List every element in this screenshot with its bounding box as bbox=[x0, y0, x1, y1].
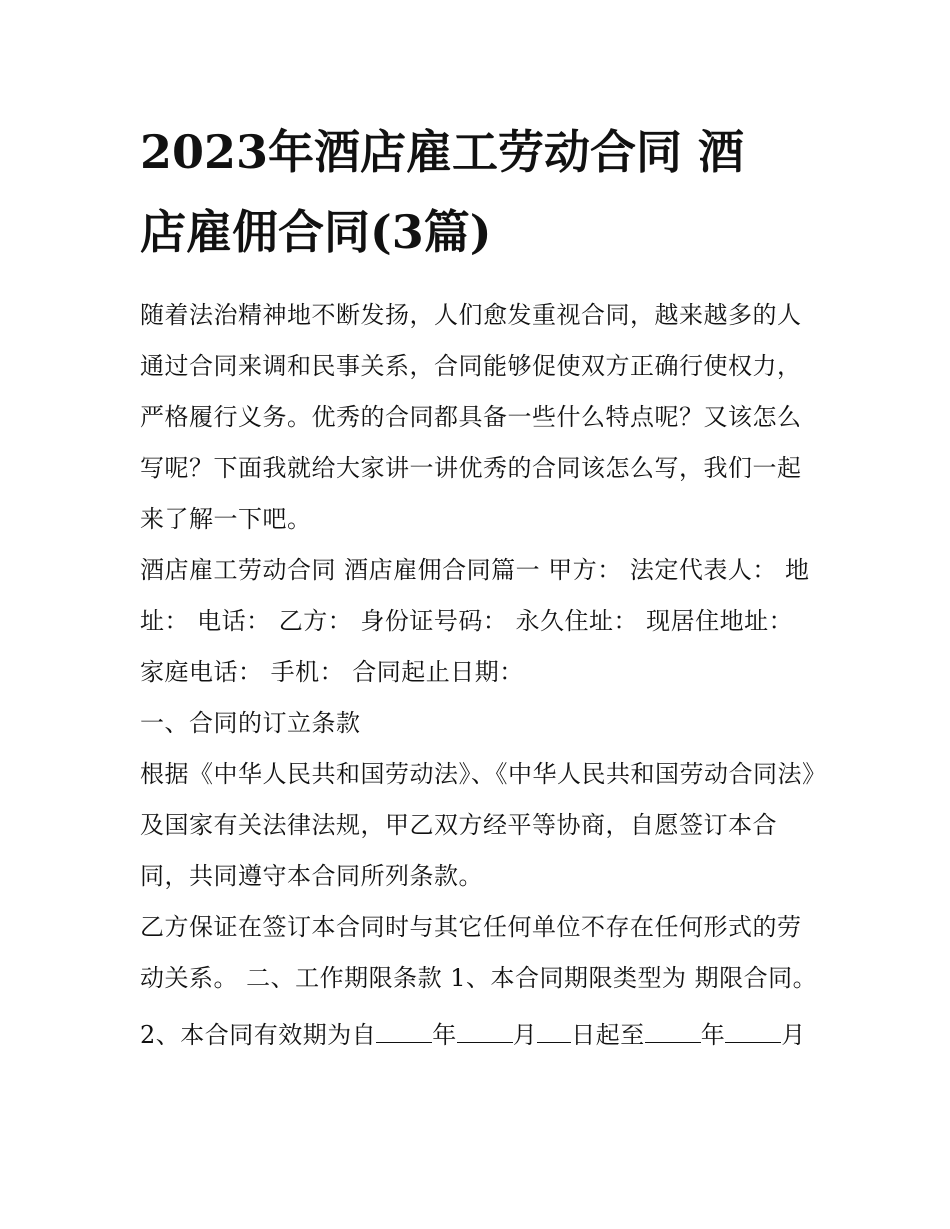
term-year-2: 年 bbox=[700, 1021, 726, 1049]
term-month-2: 月 bbox=[781, 1021, 806, 1049]
document-body bbox=[140, 290, 820, 1061]
section1-heading: 一、合同的订立条款 bbox=[140, 709, 361, 737]
intro-paragraph: 随着法治精神地不断发扬，人们愈发重视合同，越来越多的人通过合同来调和民事关系，合同能够促使双方正确行使权力，严格履行义务。优秀的合同都具备一些什么特点呢？又该怎么写呢？下面我就给大家讲一讲优秀的合同该怎么写，我们一起来了解一下吧。 bbox=[140, 301, 802, 533]
section1-paragraph: 根据《中华人民共和国劳动法》、《中华人民共和国劳动合同法》及国家有关法律法规，甲乙双方经平等协商，自愿签订本合同，共同遵守本合同所列条款。 bbox=[140, 760, 815, 890]
year-blank-start bbox=[376, 1020, 432, 1043]
title-line-1: 2023年酒店雇工劳动合同 酒 bbox=[140, 125, 745, 179]
month-blank-end bbox=[725, 1020, 781, 1043]
month-blank-start bbox=[457, 1020, 513, 1043]
day-blank-start bbox=[537, 1020, 571, 1043]
parties-paragraph: 酒店雇工劳动合同 酒店雇佣合同篇一 甲方： 法定代表人： 地址： 电话： 乙方： 身份证号码： 永久住址： 现居住地址： 家庭电话： 手机： 合同起止日期： bbox=[140, 556, 810, 686]
term-month-1: 月 bbox=[512, 1021, 538, 1049]
term-day-1: 日起至 bbox=[571, 1021, 645, 1049]
title-line-2: 店雇佣合同(3篇) bbox=[140, 205, 492, 259]
section2-paragraph: 乙方保证在签订本合同时与其它任何单位不存在任何形式的劳动关系。 二、工作期限条款 1、本合同期限类型为 期限合同。 bbox=[140, 913, 818, 992]
contract-term-line bbox=[140, 1010, 820, 1061]
document-title bbox=[140, 112, 820, 272]
year-blank-end bbox=[645, 1020, 701, 1043]
document-page bbox=[140, 112, 820, 1061]
term-prefix: 2、本合同有效期为自 bbox=[140, 1021, 377, 1049]
term-year-1: 年 bbox=[432, 1021, 457, 1049]
